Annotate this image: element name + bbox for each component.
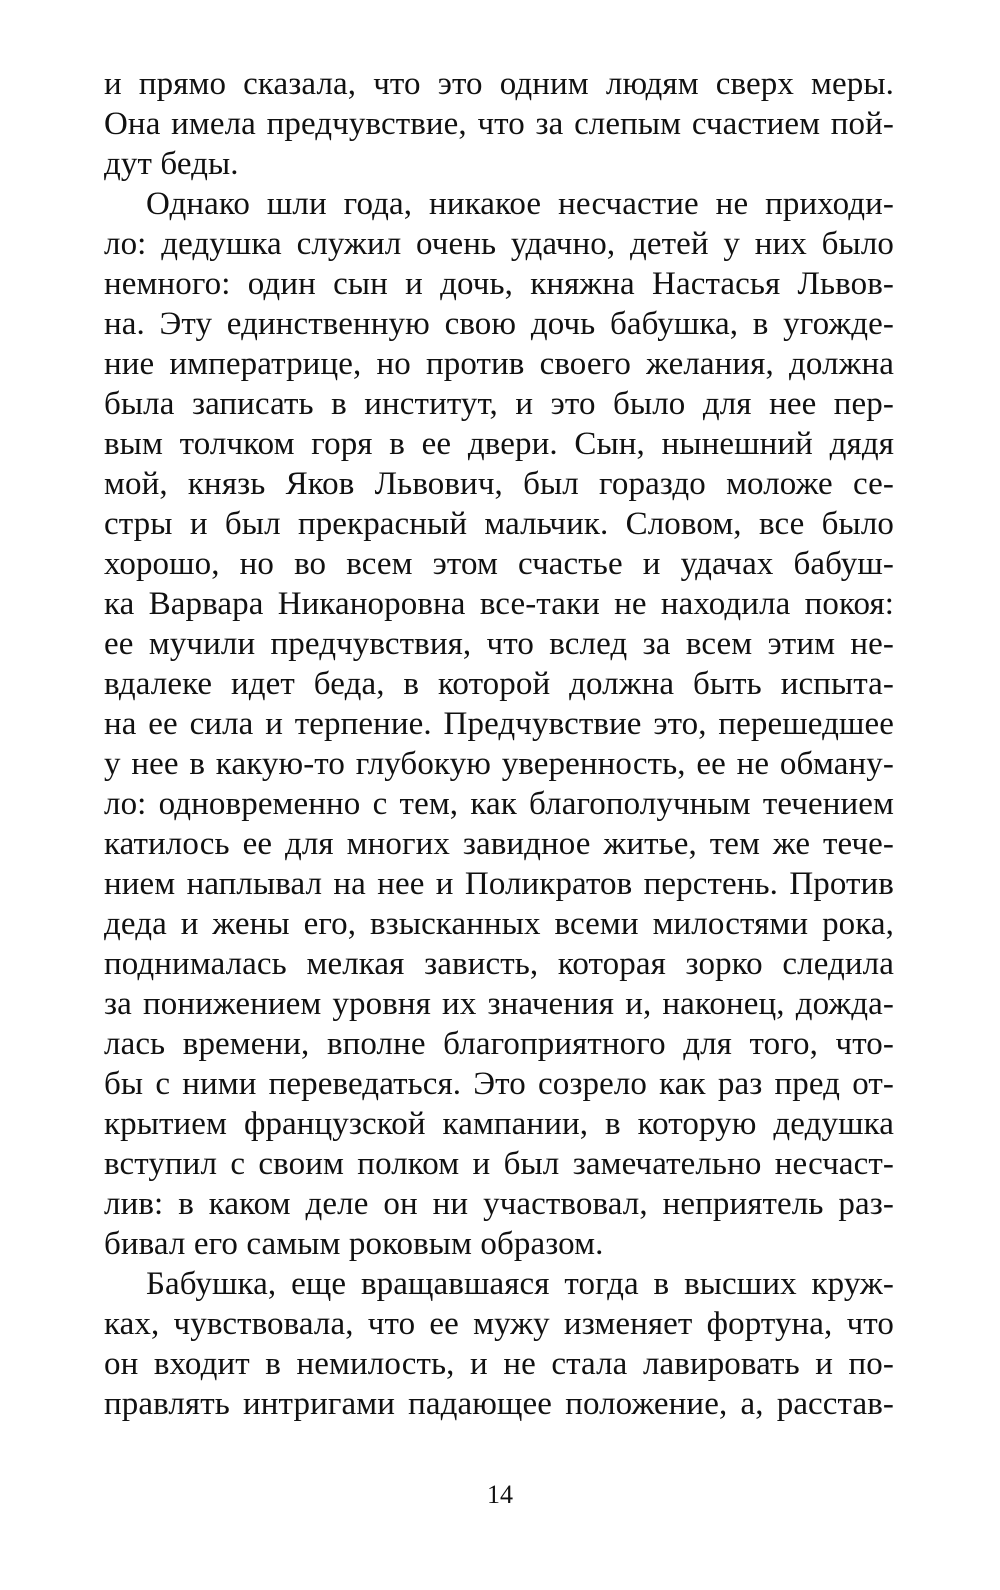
text-line: нием наплывал на нее и Поликратов перстень. Против	[104, 866, 894, 902]
text-line: за понижением уровня их значения и, наконец, дожда-	[104, 986, 894, 1022]
text-line: ло: дедушка служил очень удачно, детей у них было	[104, 226, 894, 262]
text-line: он входит в немилость, и не стала лавировать и по-	[104, 1346, 894, 1382]
text-line: ках, чувствовала, что ее мужу изменяет фортуна, что	[104, 1306, 894, 1342]
text-line: катилось ее для многих завидное житье, тем же тече-	[104, 826, 894, 862]
text-line: у нее в какую-то глубокую уверенность, ее не обману-	[104, 746, 894, 782]
text-line: ее мучили предчувствия, что вслед за всем этим не-	[104, 626, 894, 662]
text-line: мой, князь Яков Львович, был гораздо моложе се-	[104, 466, 894, 502]
body-text	[104, 64, 894, 1424]
text-line: на. Эту единственную свою дочь бабушка, в угожде-	[104, 306, 894, 342]
text-line: немного: один сын и дочь, княжна Настасья Львов-	[104, 266, 894, 302]
text-line: деда и жены его, взысканных всеми милостями рока,	[104, 906, 894, 942]
text-line: хорошо, но во всем этом счастье и удачах бабуш-	[104, 546, 894, 582]
page-number: 14	[487, 1480, 513, 1509]
text-line: Бабушка, еще вращавшаяся тогда в высших круж-	[146, 1266, 894, 1302]
paragraph-1	[104, 64, 894, 184]
text-line: дут беды.	[104, 146, 239, 182]
text-line: правлять интригами падающее положение, а, расстав-	[104, 1386, 894, 1422]
text-line: Однако шли года, никакое несчастие не приходи-	[146, 186, 894, 222]
text-line: вым толчком горя в ее двери. Сын, нынешний дядя	[104, 426, 894, 462]
text-line: вступил с своим полком и был замечательно несчаст-	[104, 1146, 894, 1182]
text-line: бивал его самым роковым образом.	[104, 1226, 604, 1262]
text-line: вдалеке идет беда, в которой должна быть испыта-	[104, 666, 894, 702]
text-line: лив: в каком деле он ни участвовал, неприятель раз-	[104, 1186, 894, 1222]
text-line: ло: одновременно с тем, как благополучным течением	[104, 786, 894, 822]
text-line: поднималась мелкая зависть, которая зорко следила	[104, 946, 894, 982]
paragraph-2	[104, 184, 894, 1264]
text-line: Она имела предчувствие, что за слепым счастием пой-	[104, 106, 894, 142]
text-line: ка Варвара Никаноровна все-таки не находила покоя:	[104, 586, 894, 622]
text-line: и прямо сказала, что это одним людям сверх меры.	[104, 66, 894, 102]
text-line: лась времени, вполне благоприятного для того, что-	[104, 1026, 894, 1062]
text-line: бы с ними переведаться. Это созрело как раз пред от-	[104, 1066, 894, 1102]
text-line: ние императрице, но против своего желания, должна	[104, 346, 894, 382]
text-line: крытием французской кампании, в которую дедушка	[104, 1106, 894, 1142]
text-line: стры и был прекрасный мальчик. Словом, все было	[104, 506, 894, 542]
paragraph-3	[104, 1264, 894, 1424]
text-line: была записать в институт, и это было для нее пер-	[104, 386, 894, 422]
text-line: на ее сила и терпение. Предчувствие это, перешедшее	[104, 706, 894, 742]
